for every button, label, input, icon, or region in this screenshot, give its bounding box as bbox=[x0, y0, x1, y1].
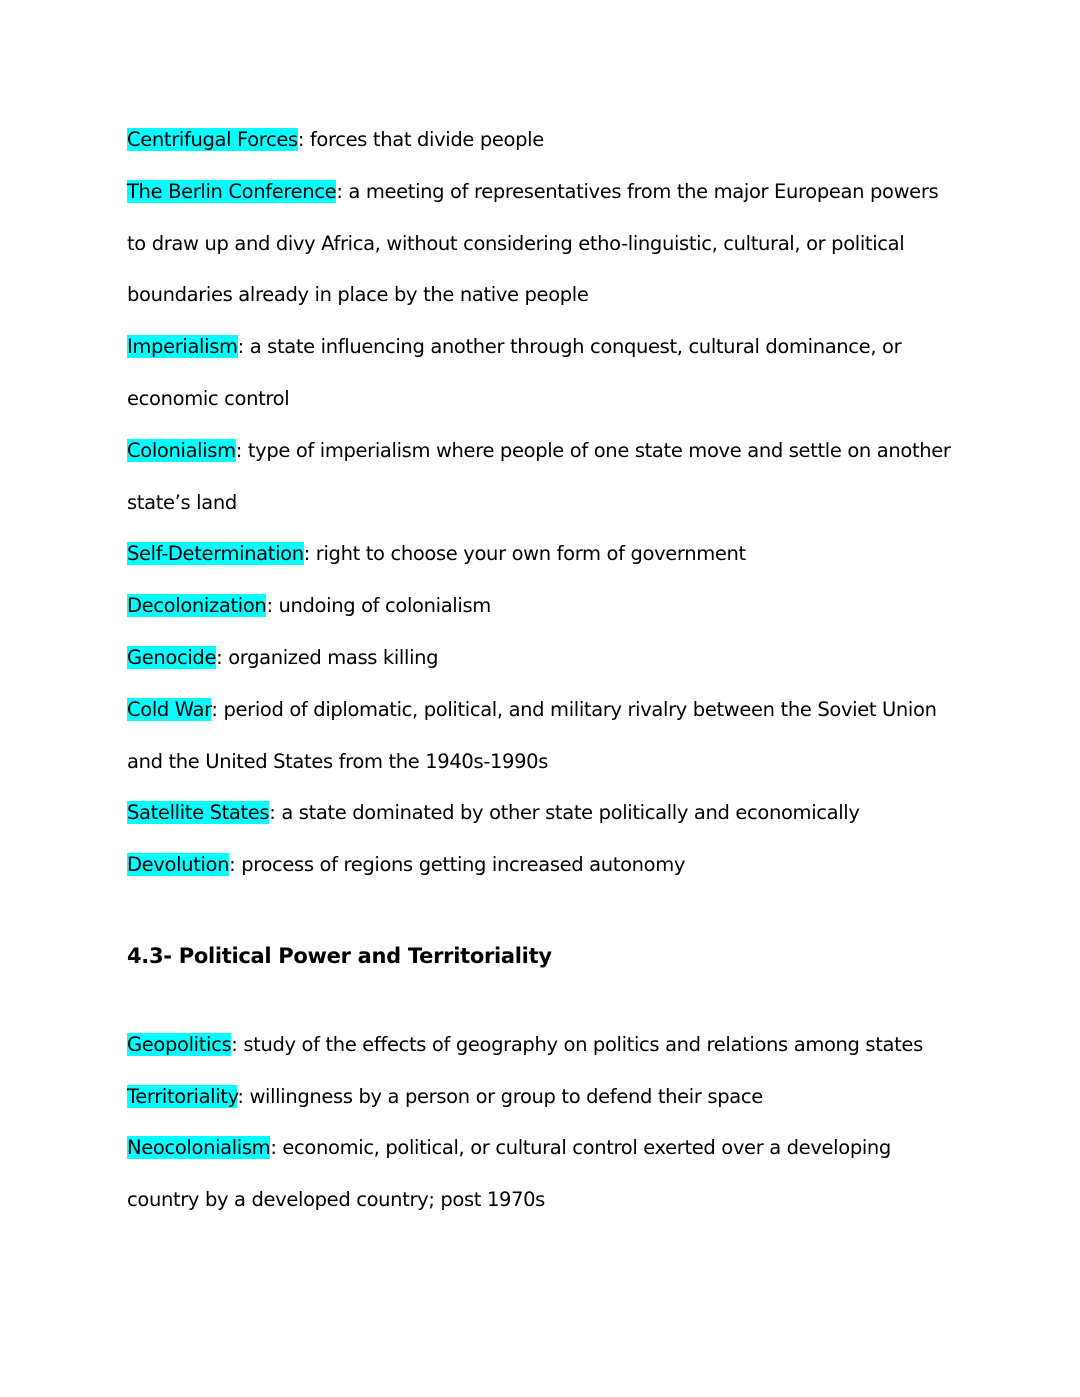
definition-text: : right to choose your own form of government bbox=[303, 542, 746, 566]
term-highlight: Satellite States bbox=[127, 801, 270, 825]
term-highlight: Decolonization bbox=[127, 594, 267, 618]
definition-genocide bbox=[127, 632, 957, 684]
definition-text: : willingness by a person or group to defend their space bbox=[237, 1084, 763, 1108]
definition-geopolitics bbox=[127, 1019, 957, 1071]
definition-text: : forces that divide people bbox=[297, 128, 544, 151]
definition-text: : a state influencing another through conquest, cultural dominance, or economic control bbox=[127, 335, 902, 410]
definition-berlin-conference bbox=[127, 166, 957, 321]
term-highlight: Geopolitics bbox=[127, 1032, 232, 1056]
definition-devolution bbox=[127, 839, 957, 891]
term-highlight: Devolution bbox=[127, 853, 230, 877]
definition-text: : type of imperialism where people of one state move and settle on another state’s land bbox=[127, 438, 951, 514]
term-highlight: Self-Determination bbox=[127, 542, 304, 566]
definition-imperialism bbox=[127, 321, 957, 425]
definition-satellite-states bbox=[127, 787, 957, 839]
spacer bbox=[127, 891, 957, 931]
definition-text: : a meeting of representatives from the major European powers to draw up and divy Africa, without considering etho-linguistic, cultural, or political boundaries already in place by the native people bbox=[127, 179, 939, 307]
section-heading: 4.3- Political Power and Territoriality bbox=[127, 943, 552, 968]
spacer bbox=[127, 983, 957, 1019]
definition-centrifugal-forces bbox=[127, 114, 957, 166]
definition-colonialism bbox=[127, 425, 957, 529]
definition-text: : a state dominated by other state politically and economically bbox=[269, 801, 860, 825]
definition-text: : process of regions getting increased autonomy bbox=[229, 853, 686, 877]
definition-text: : study of the effects of geography on politics and relations among states bbox=[231, 1032, 923, 1056]
definition-decolonization bbox=[127, 580, 957, 632]
document-body bbox=[127, 114, 957, 1226]
definition-text: : organized mass killing bbox=[216, 645, 439, 669]
definition-self-determination bbox=[127, 528, 957, 580]
term-highlight: Neocolonialism bbox=[127, 1136, 271, 1160]
term-highlight: Centrifugal Forces bbox=[127, 128, 298, 151]
term-highlight: Genocide bbox=[127, 645, 217, 669]
term-highlight: The Berlin Conference bbox=[127, 179, 337, 203]
definition-neocolonialism bbox=[127, 1122, 957, 1226]
definition-text: : economic, political, or cultural control exerted over a developing country by a developed country; post 1970s bbox=[127, 1136, 891, 1212]
definition-text: : undoing of colonialism bbox=[266, 594, 491, 618]
term-highlight: Imperialism bbox=[127, 335, 238, 359]
definition-text: : period of diplomatic, political, and military rivalry between the Soviet Union and the United States from the 1940s-1990s bbox=[127, 697, 937, 773]
term-highlight: Colonialism bbox=[127, 438, 236, 462]
term-highlight: Territoriality bbox=[127, 1084, 238, 1108]
definition-cold-war bbox=[127, 684, 957, 788]
term-highlight: Cold War bbox=[127, 697, 212, 721]
definition-territoriality bbox=[127, 1071, 957, 1123]
